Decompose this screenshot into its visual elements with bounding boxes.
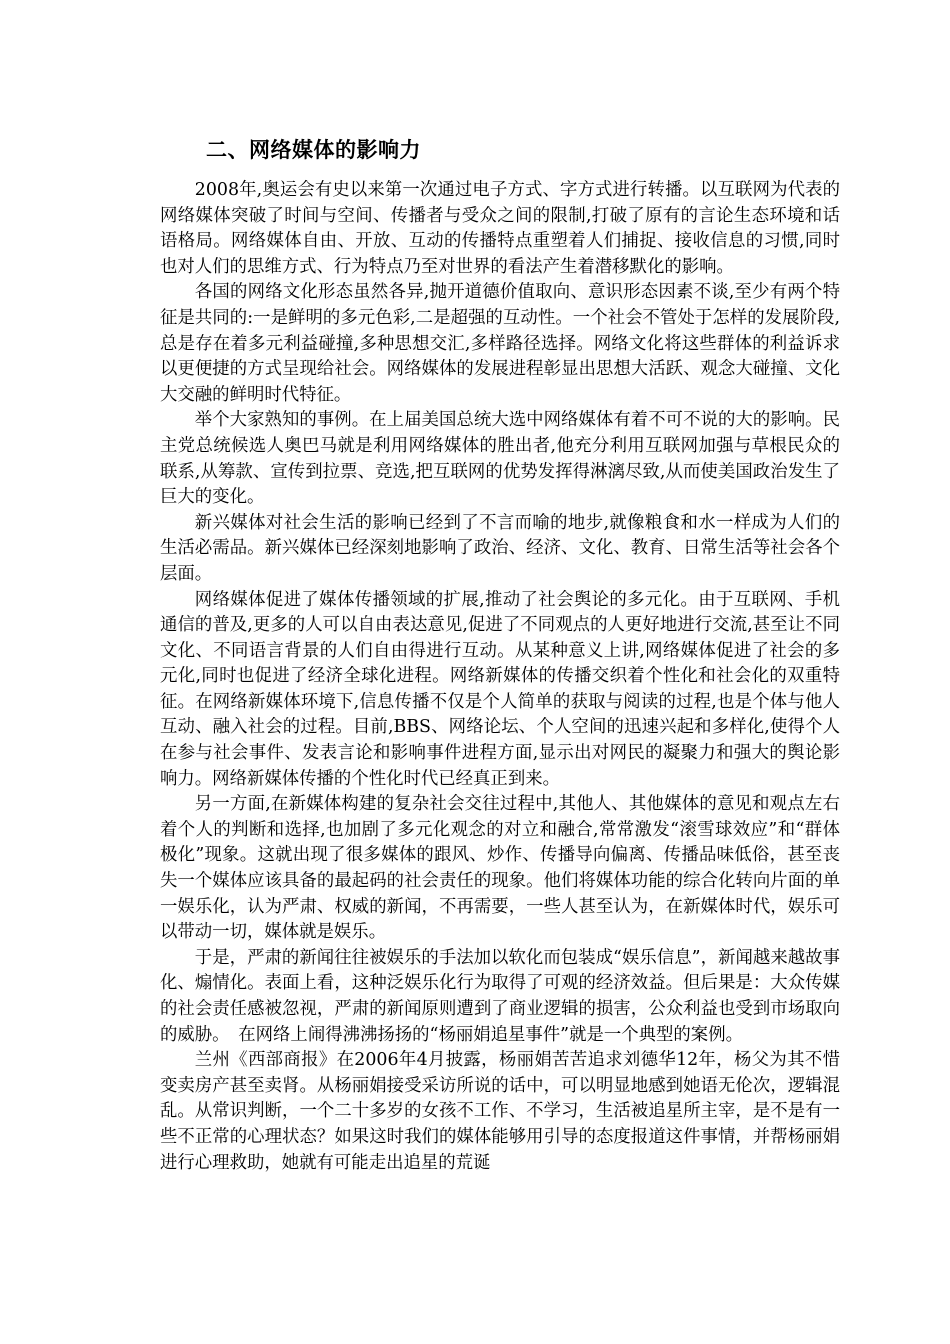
paragraph-7: 于是，严肃的新闻往往被娱乐的手法加以软化而包装成“娱乐信息”，新闻越来越故事化、煽情化。表面上看，这种泛娱乐化行为取得了可观的经济效益。但后果是：大众传媒的社会责任感被忽视，严肃的新闻原则遭到了商业逻辑的损害，公众利益也受到市场取向的威胁。 在网络上闹得沸沸扬扬的“杨丽娟追星事件”就是一个典型的案例。: [160, 947, 840, 1045]
paragraph-4: 新兴媒体对社会生活的影响已经到了不言而喻的地步,就像粮食和水一样成为人们的生活必需品。新兴媒体已经深刻地影响了政治、经济、文化、教育、日常生活等社会各个层面。: [160, 512, 840, 584]
paragraph-3: 举个大家熟知的事例。在上届美国总统大选中网络媒体有着不可不说的大的影响。民主党总统候选人奥巴马就是利用网络媒体的胜出者,他充分利用互联网加强与草根民众的联系,从筹款、宣传到拉票、竞选,把互联网的优势发挥得淋漓尽致,从而使美国政治发生了巨大的变化。: [160, 410, 840, 508]
paragraph-6: 另一方面,在新媒体构建的复杂社会交往过程中,其他人、其他媒体的意见和观点左右着个人的判断和选择,也加剧了多元化观念的对立和融合,常常激发“滚雪球效应”和“群体极化”现象。这就出现了很多媒体的跟风、炒作、传播导向偏离、传播品味低俗，甚至丧失一个媒体应该具备的最起码的社会责任的现象。他们将媒体功能的综合化转向片面的单一娱乐化，认为严肃、权威的新闻，不再需要，一些人甚至认为，在新媒体时代，娱乐可以带动一切，媒体就是娱乐。: [160, 794, 840, 943]
section-title: 二、网络媒体的影响力: [206, 138, 421, 162]
document-body: [160, 132, 840, 1176]
paragraph-5: 网络媒体促进了媒体传播领域的扩展,推动了社会舆论的多元化。由于互联网、手机通信的普及,更多的人可以自由表达意见,促进了不同观点的人更好地进行交流,甚至让不同文化、不同语言背景的人们自由得进行互动。从某种意义上讲,网络媒体促进了社会的多元化,同时也促进了经济全球化进程。网络新媒体的传播交织着个性化和社会化的双重特征。在网络新媒体环境下,信息传播不仅是个人简单的获取与阅读的过程,也是个体与他人互动、融入社会的过程。目前,BBS、网络论坛、个人空间的迅速兴起和多样化,使得个人在参与社会事件、发表言论和影响事件进程方面,显示出对网民的凝聚力和强大的舆论影响力。网络新媒体传播的个性化时代已经真正到来。: [160, 589, 840, 789]
paragraph-8: 兰州《西部商报》在2006年4月披露，杨丽娟苦苦追求刘德华12年，杨父为其不惜变卖房产甚至卖肾。从杨丽娟接受采访所说的话中，可以明显地感到她语无伦次，逻辑混乱。从常识判断，一个二十多岁的女孩不工作、不学习，生活被追星所主宰，是不是有一些不正常的心理状态？如果这时我们的媒体能够用引导的态度报道这件事情，并帮杨丽娟进行心理救助，她就有可能走出追星的荒诞: [160, 1050, 840, 1173]
paragraph-1: 2008年,奥运会有史以来第一次通过电子方式、字方式进行转播。以互联网为代表的网络媒体突破了时间与空间、传播者与受众之间的限制,打破了原有的言论生态环境和话语格局。网络媒体自由、开放、互动的传播特点重塑着人们捕捉、接收信息的习惯,同时也对人们的思维方式、行为特点乃至对世界的看法产生着潜移默化的影响。: [160, 180, 840, 277]
paragraph-2: 各国的网络文化形态虽然各异,抛开道德价值取向、意识形态因素不谈,至少有两个特征是共同的:一是鲜明的多元色彩,二是超强的互动性。一个社会不管处于怎样的发展阶段,总是存在着多元利益碰撞,多种思想交汇,多样路径选择。网络文化将这些群体的利益诉求以更便捷的方式呈现给社会。网络媒体的发展进程彰显出思想大活跃、观念大碰撞、文化大交融的鲜明时代特征。: [160, 282, 840, 405]
